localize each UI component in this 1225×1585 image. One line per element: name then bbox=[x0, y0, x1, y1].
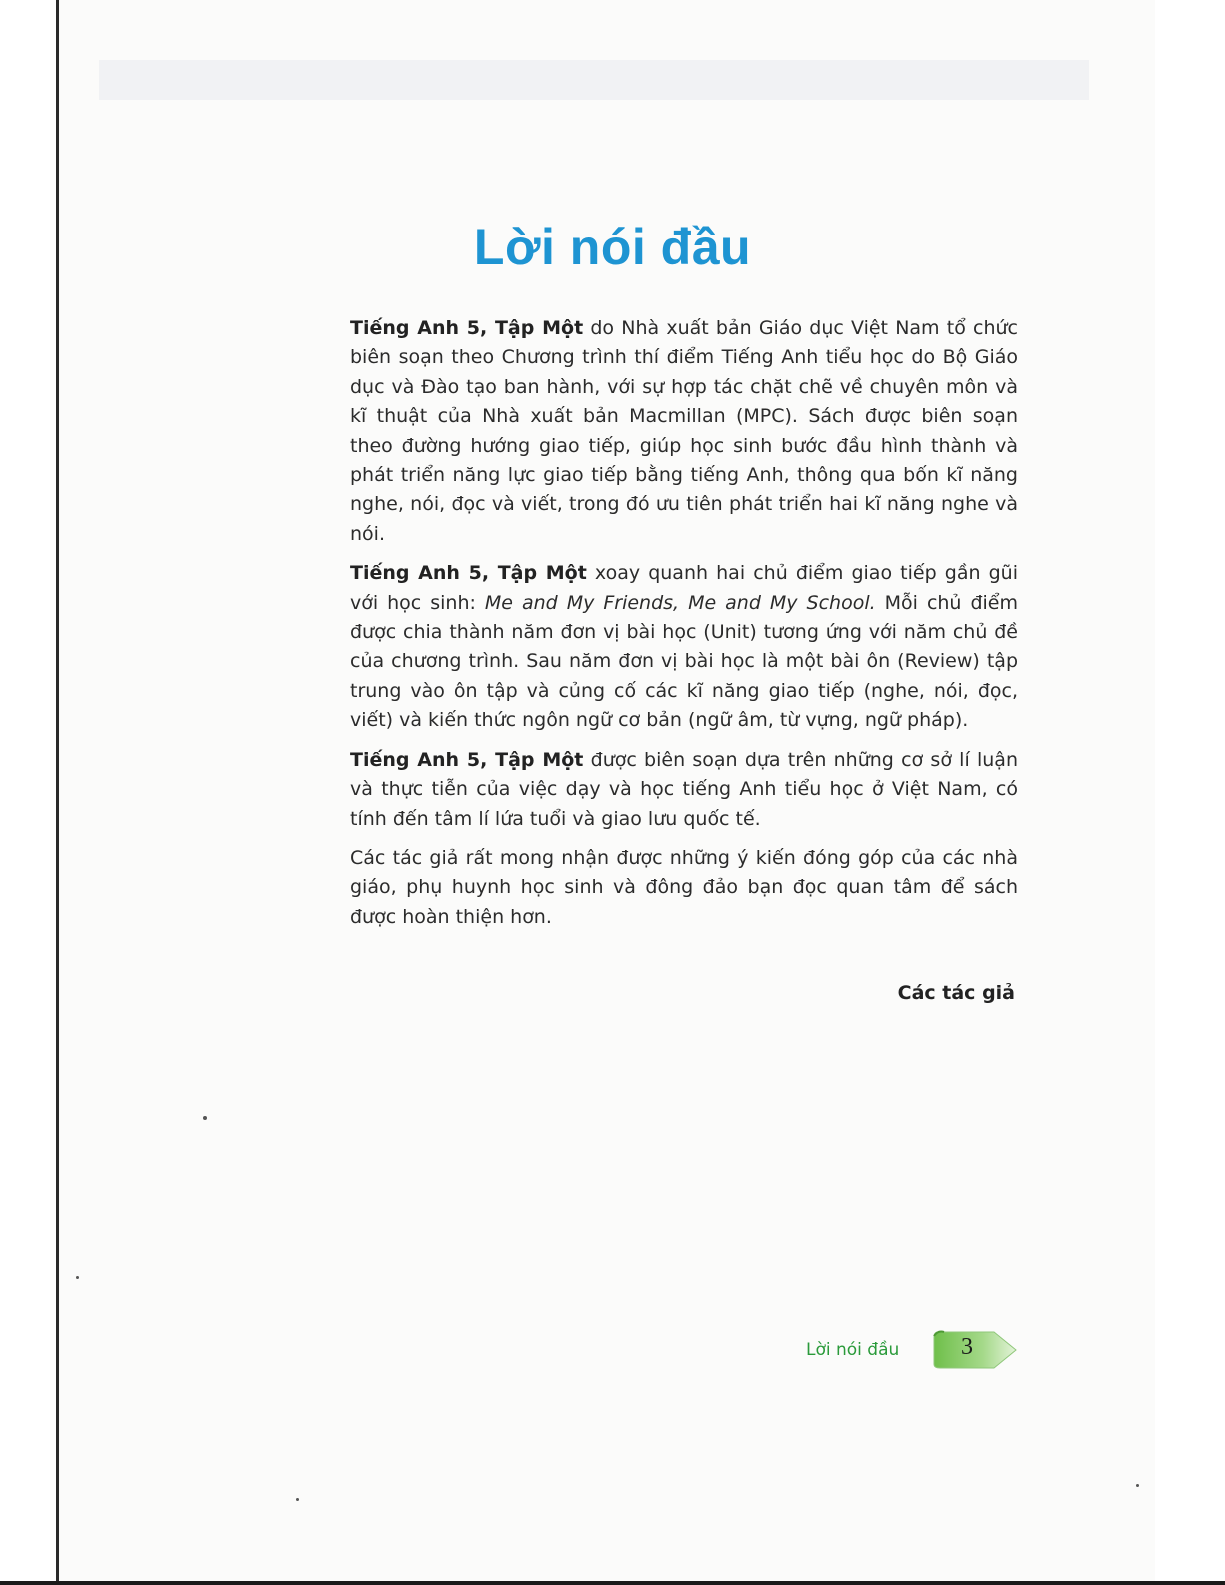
footer-section-label: Lời nói đầu bbox=[806, 1340, 900, 1360]
paragraph-4 bbox=[350, 844, 1018, 932]
paragraph-3 bbox=[350, 746, 1018, 834]
scan-speck bbox=[76, 1276, 79, 1279]
book-title-lead: Tiếng Anh 5, Tập Một bbox=[350, 748, 584, 771]
scan-speck bbox=[203, 1116, 207, 1120]
paragraph-text: Các tác giả rất mong nhận được những ý kiến đóng góp của các nhà giáo, phụ huynh học sinh và đông đảo bạn đọc quan tâm để sách được hoàn thiện hơn. bbox=[350, 846, 1018, 928]
scan-speck bbox=[296, 1498, 299, 1501]
paragraph-text: xoay quanh hai chủ điểm giao tiếp gần gũi với học sinh: bbox=[350, 562, 1018, 614]
book-title-lead: Tiếng Anh 5, Tập Một bbox=[350, 317, 584, 339]
page-title: Lời nói đầu bbox=[473, 219, 752, 275]
paragraph-text: được biên soạn dựa trên những cơ sở lí luận và thực tiễn của việc dạy và học tiếng Anh tiểu học ở Việt Nam, có tính đến tâm lí lứa tuổi và giao lưu quốc tế. bbox=[350, 748, 1018, 830]
paragraph-1 bbox=[350, 314, 1018, 549]
authors-signature: Các tác giả bbox=[897, 982, 1015, 1004]
paragraph-text: Mỗi chủ điểm được chia thành năm đơn vị bài học (Unit) tương ứng với năm chủ đề của chương trình. Sau năm đơn vị bài học là một bài ôn (Review) tập trung vào ôn tập và củng cố các kĩ năng giao tiếp (nghe, nói, đọc, viết) và kiến thức ngôn ngữ cơ bản (ngữ âm, từ vựng, ngữ pháp). bbox=[350, 591, 1018, 732]
page-number: 3 bbox=[961, 1334, 973, 1360]
preface-body bbox=[350, 314, 1018, 942]
scan-bottom-edge bbox=[0, 1581, 1225, 1585]
paragraph-text: do Nhà xuất bản Giáo dục Việt Nam tổ chức biên soạn theo Chương trình thí điểm Tiếng Anh tiểu học do Bộ Giáo dục và Đào tạo ban hành, với sự hợp tác chặt chẽ về chuyên môn và kĩ thuật của Nhà xuất bản Macmillan (MPC). Sách được biên soạn theo đường hướng giao tiếp, giúp học sinh bước đầu hình thành và phát triển năng lực giao tiếp bằng tiếng Anh, thông qua bốn kĩ năng nghe, nói, đọc và viết, trong đó ưu tiên phát triển hai kĩ năng nghe và nói. bbox=[350, 317, 1018, 545]
show-through-band bbox=[99, 60, 1089, 100]
scan-speck bbox=[1136, 1484, 1139, 1487]
book-title-lead: Tiếng Anh 5, Tập Một bbox=[350, 562, 587, 585]
paragraph-2 bbox=[350, 559, 1018, 735]
theme-names: Me and My Friends, Me and My School. bbox=[484, 591, 876, 614]
